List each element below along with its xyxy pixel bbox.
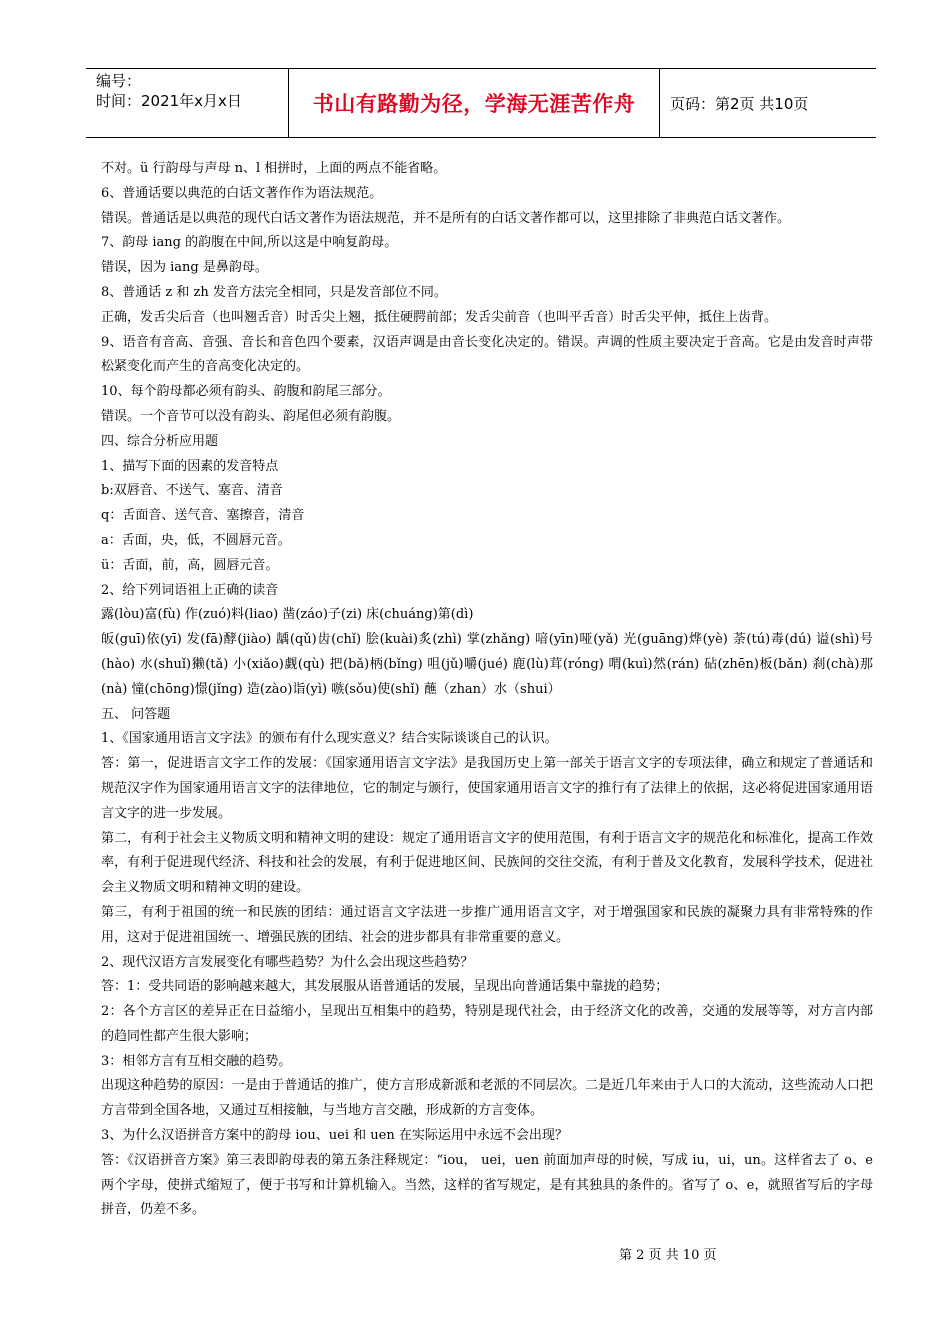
- document-body: [101, 157, 873, 1223]
- paragraph: 1、描写下面的因素的发音特点: [101, 458, 279, 474]
- page-label: 页码：第2页 共10页: [670, 94, 809, 113]
- pinyin-block: 皈(guī)依(yī) 发(fā)酵(jiào) 龋(qǔ)齿(chǐ) 脍(kuài)炙(zhì) 掌(zhǎng) 喑(yīn)哑(yǎ) 光(guāng)烨(yè) 荼(tú)毒(dú) 谥(shì)号(hào) 水(shuǐ)獭(tǎ) 小(xiǎo)觑(qù) 把(bǎ)柄(bǐng) 咀(jǔ)嚼(jué) 鹿(lù)茸(róng) 喟(kuì)然(rán) 砧(zhēn)板(bǎn) 刹(chà)那(nà) 憧(chōng)憬(jǐng) 造(zào)诣(yì) 嗾(sǒu)使(shǐ) 蘸（zhan）水（shui）: [101, 632, 873, 697]
- section-heading: 五、 问答题: [101, 706, 171, 722]
- answer-paragraph: 答：1：受共同语的影响越来越大，其发展服从语普通话的发展，呈现出向普通话集中靠拢的趋势；: [101, 979, 669, 995]
- paragraph: 不对。ü 行韵母与声母 n、l 相拼时，上面的两点不能省略。: [101, 161, 447, 176]
- motto: 书山有路勤为径，学海无涯苦作舟: [312, 92, 636, 116]
- paragraph: 错误，因为 iang 是鼻韵母。: [101, 260, 268, 276]
- paragraph: a：舌面，央，低，不圆唇元音。: [101, 532, 291, 548]
- paragraph: 9、语音有音高、音强、音长和音色四个要素，汉语声调是由音长变化决定的。错误。声调的性质主要决定于音高。它是由发音时声带松紧变化而产生的音高变化决定的。: [101, 334, 873, 375]
- paragraph: 6、普通话要以典范的白话文著作作为语法规范。: [101, 185, 383, 201]
- question: 2、现代汉语方言发展变化有哪些趋势？为什么会出现这些趋势？: [101, 954, 474, 970]
- question: 1、《国家通用语言文字法》的颁布有什么现实意义？结合实际谈谈自己的认识。: [101, 731, 558, 747]
- time-label: 时间：2021年x月x日: [96, 92, 242, 110]
- paragraph: 错误。普通话是以典范的现代白话文著作为语法规范，并不是所有的白话文著作都可以，这里排除了非典范白话文著作。: [101, 210, 791, 226]
- answer-paragraph: 3：相邻方言有互相交融的趋势。: [101, 1053, 292, 1069]
- page-header: [86, 68, 876, 138]
- paragraph: 7、韵母 iang 的韵腹在中间,所以这是中响复韵母。: [101, 235, 398, 251]
- header-info: [86, 69, 288, 137]
- answer-paragraph: 第二，有利于社会主义物质文明和精神文明的建设：规定了通用语言文字的使用范围，有利于语言文字的规范化和标准化，提高工作效率，有利于促进现代经济、科技和社会的发展，有利于促进地区间、民族间的交往交流，有利于普及文化教育，发展科学技术，促进社会主义物质文明和精神文明的建设。: [101, 830, 873, 896]
- answer-paragraph: 出现这种趋势的原因：一是由于普通话的推广，使方言形成新派和老派的不同层次。二是近几年来由于人口的大流动，这些流动人口把方言带到全国各地，又通过互相接触，与当地方言交融，形成新的方言变体。: [101, 1078, 873, 1119]
- pinyin-line: 露(lòu)富(fù) 作(zuó)料(liao) 凿(záo)子(zi) 床(chuáng)第(dì): [101, 607, 474, 623]
- footer-page-number: 第 2 页 共 10 页: [619, 1248, 717, 1263]
- paragraph: 8、普通话 z 和 zh 发音方法完全相同，只是发音部位不同。: [101, 284, 447, 300]
- paragraph: 错误。一个音节可以没有韵头、韵尾但必须有韵腹。: [101, 408, 401, 424]
- page-footer: [619, 1244, 716, 1263]
- paragraph: 正确，发舌尖后音（也叫翘舌音）时舌尖上翘，抵住硬腭前部；发舌尖前音（也叫平舌音）时舌尖平伸，抵住上齿背。: [101, 309, 778, 325]
- answer-paragraph: 答：第一，促进语言文字工作的发展：《国家通用语言文字法》是我国历史上第一部关于语言文字的专项法律，确立和规定了普通话和规范汉字作为国家通用语言文字的法律地位，它的制定与颁行，使国家通用语言文字的推行有了法律上的依据，这必将促进国家通用语言文字的进一步发展。: [101, 756, 873, 821]
- number-label: 编号：: [96, 72, 142, 90]
- section-heading: 四、综合分析应用题: [101, 433, 219, 449]
- answer-paragraph: 答：《汉语拼音方案》第三表即韵母表的第五条注释规定：“iou， uei，uen 前面加声母的时候，写成 iu，ui，un。这样省去了 o、e 两个字母，使拼式缩短了，便于书写和计算机输入。当然，这样的省写规定，是有其独具的条件的。省写了 o、e，就照省写后的字母拼音，仍差不多。: [101, 1152, 873, 1218]
- header-page-cell: [660, 69, 876, 137]
- answer-paragraph: 2：各个方言区的差异正在日益缩小，呈现出互相集中的趋势，特别是现代社会，由于经济文化的改善，交通的发展等等，对方言内部的趋同性都产生很大影响；: [101, 1004, 873, 1044]
- paragraph: 2、给下列词语祖上正确的读音: [101, 582, 279, 598]
- paragraph: q：舌面音、送气音、塞擦音，清音: [101, 508, 305, 524]
- answer-paragraph: 第三，有利于祖国的统一和民族的团结：通过语言文字法进一步推广通用语言文字，对于增强国家和民族的凝聚力具有非常特殊的作用，这对于促进祖国统一、增强民族的团结、社会的进步都具有非常重要的意义。: [101, 904, 873, 945]
- question: 3、为什么汉语拼音方案中的韵母 iou、uei 和 uen 在实际运用中永远不会出现？: [101, 1128, 568, 1144]
- paragraph: ü：舌面，前，高，圆唇元音。: [101, 557, 279, 573]
- header-motto-cell: [288, 69, 660, 137]
- paragraph: 10、每个韵母都必须有韵头、韵腹和韵尾三部分。: [101, 384, 391, 400]
- paragraph: b:双唇音、不送气、塞音、清音: [101, 483, 283, 499]
